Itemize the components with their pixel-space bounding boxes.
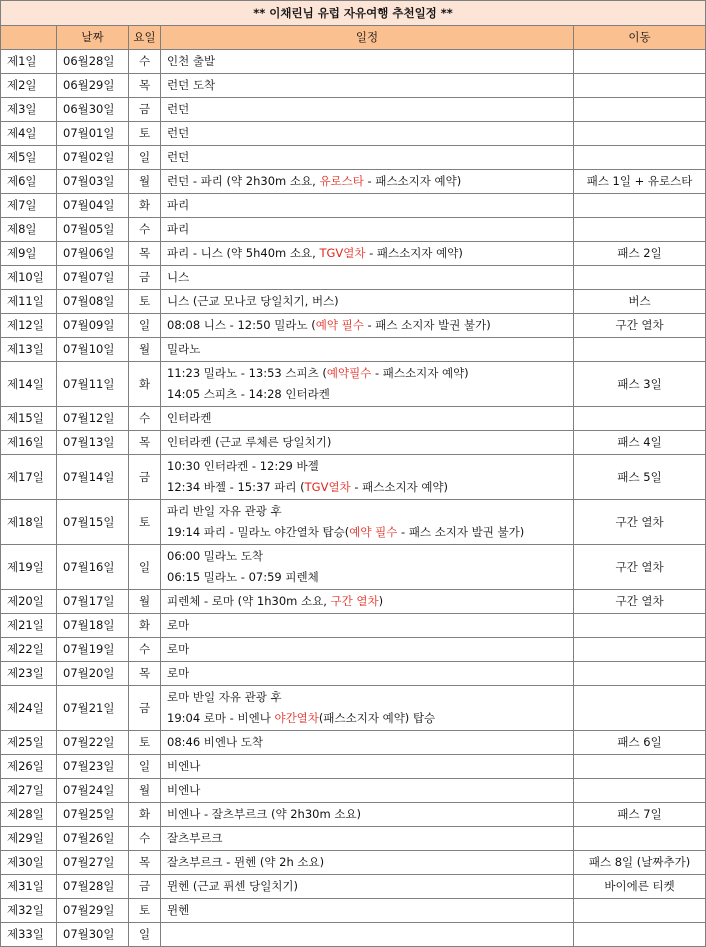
schedule-line	[167, 267, 573, 288]
table-row	[1, 455, 706, 500]
date-cell: 07월26일	[57, 827, 129, 851]
weekday-cell: 목	[129, 851, 161, 875]
weekday-cell: 일	[129, 146, 161, 170]
transport-cell	[574, 827, 706, 851]
table-row	[1, 431, 706, 455]
day-number: 제9일	[1, 242, 57, 266]
schedule-text: 08:46 비엔나 도착	[167, 735, 263, 749]
date-cell: 07월21일	[57, 686, 129, 731]
schedule-text: 뮌헨 (근교 퓌센 당일치기)	[167, 879, 299, 893]
schedule-line	[167, 501, 573, 522]
schedule-text: - 패스 소지자 발권 불가)	[397, 525, 525, 539]
weekday-cell: 토	[129, 290, 161, 314]
schedule-cell	[161, 194, 574, 218]
weekday-cell: 목	[129, 242, 161, 266]
day-number: 제24일	[1, 686, 57, 731]
highlight-text: 유로스타	[319, 174, 364, 188]
schedule-line	[167, 591, 573, 612]
schedule-line	[167, 852, 573, 873]
transport-cell	[574, 218, 706, 242]
day-number: 제31일	[1, 875, 57, 899]
transport-cell	[574, 50, 706, 74]
highlight-text: TGV열차	[304, 480, 351, 494]
schedule-line	[167, 477, 573, 498]
schedule-text: 니스	[167, 270, 190, 284]
schedule-line	[167, 75, 573, 96]
table-row	[1, 686, 706, 731]
schedule-text: 잘츠부르크 - 뮌헨 (약 2h 소요)	[167, 855, 325, 869]
table-row	[1, 545, 706, 590]
table-row	[1, 122, 706, 146]
day-number: 제21일	[1, 614, 57, 638]
schedule-text: 비엔나 - 잘츠부르크 (약 2h30m 소요)	[167, 807, 362, 821]
schedule-cell	[161, 407, 574, 431]
schedule-line	[167, 456, 573, 477]
weekday-cell: 수	[129, 218, 161, 242]
highlight-text: 구간 열차	[330, 594, 379, 608]
schedule-text: 밀라노	[167, 342, 201, 356]
date-cell: 07월16일	[57, 545, 129, 590]
highlight-text: 예약 필수	[315, 318, 364, 332]
schedule-text: 뮌헨	[167, 903, 190, 917]
schedule-text: 로마	[167, 618, 190, 632]
schedule-line	[167, 99, 573, 120]
table-row	[1, 290, 706, 314]
schedule-line	[167, 546, 573, 567]
date-cell: 07월17일	[57, 590, 129, 614]
table-row	[1, 146, 706, 170]
date-cell: 07월30일	[57, 923, 129, 947]
schedule-cell	[161, 803, 574, 827]
schedule-line	[167, 384, 573, 405]
schedule-line	[167, 51, 573, 72]
schedule-cell	[161, 170, 574, 194]
date-cell: 07월24일	[57, 779, 129, 803]
schedule-text: 11:23 밀라노 - 13:53 스피츠 (	[167, 366, 327, 380]
date-cell: 07월27일	[57, 851, 129, 875]
weekday-cell: 금	[129, 875, 161, 899]
schedule-text: 피렌체 - 로마 (약 1h30m 소요,	[167, 594, 331, 608]
header-date: 날짜	[57, 26, 129, 50]
schedule-text: 인터라켄 (근교 루체른 당일치기)	[167, 435, 332, 449]
table-row	[1, 500, 706, 545]
day-number: 제27일	[1, 779, 57, 803]
schedule-line	[167, 732, 573, 753]
date-cell: 06월30일	[57, 98, 129, 122]
date-cell: 06월28일	[57, 50, 129, 74]
schedule-line	[167, 243, 573, 264]
table-row	[1, 638, 706, 662]
date-cell: 07월12일	[57, 407, 129, 431]
day-number: 제18일	[1, 500, 57, 545]
transport-cell: 구간 열차	[574, 545, 706, 590]
schedule-text: 로마	[167, 642, 190, 656]
schedule-line	[167, 708, 573, 729]
schedule-line	[167, 804, 573, 825]
day-number: 제3일	[1, 98, 57, 122]
schedule-line	[167, 291, 573, 312]
table-row	[1, 731, 706, 755]
schedule-cell	[161, 638, 574, 662]
schedule-text: 12:34 바젤 - 15:37 파리 (	[167, 480, 305, 494]
transport-cell: 패스 5일	[574, 455, 706, 500]
weekday-cell: 수	[129, 827, 161, 851]
date-cell: 07월23일	[57, 755, 129, 779]
table-row	[1, 662, 706, 686]
day-number: 제2일	[1, 74, 57, 98]
weekday-cell: 일	[129, 923, 161, 947]
weekday-cell: 목	[129, 662, 161, 686]
day-number: 제30일	[1, 851, 57, 875]
schedule-cell	[161, 314, 574, 338]
schedule-cell	[161, 545, 574, 590]
schedule-text: (패스소지자 예약) 탑승	[318, 711, 436, 725]
day-number: 제26일	[1, 755, 57, 779]
transport-cell: 패스 1일 + 유로스타	[574, 170, 706, 194]
weekday-cell: 월	[129, 779, 161, 803]
schedule-text: 잘츠부르크	[167, 831, 223, 845]
weekday-cell: 수	[129, 50, 161, 74]
weekday-cell: 화	[129, 194, 161, 218]
day-number: 제8일	[1, 218, 57, 242]
schedule-cell	[161, 98, 574, 122]
title-row	[1, 1, 706, 26]
schedule-line	[167, 756, 573, 777]
table-row	[1, 407, 706, 431]
transport-cell: 패스 2일	[574, 242, 706, 266]
transport-cell	[574, 899, 706, 923]
weekday-cell: 금	[129, 455, 161, 500]
schedule-line	[167, 687, 573, 708]
weekday-cell: 일	[129, 755, 161, 779]
schedule-text: - 패스소지자 예약)	[371, 366, 469, 380]
table-row	[1, 314, 706, 338]
day-number: 제4일	[1, 122, 57, 146]
schedule-line	[167, 363, 573, 384]
table-row	[1, 779, 706, 803]
transport-cell	[574, 98, 706, 122]
highlight-text: 야간열차	[274, 711, 319, 725]
transport-cell	[574, 755, 706, 779]
day-number: 제13일	[1, 338, 57, 362]
schedule-text: 니스 (근교 모나코 당일치기, 버스)	[167, 294, 339, 308]
schedule-cell	[161, 662, 574, 686]
header-schedule: 일정	[161, 26, 574, 50]
highlight-text: TGV열차	[319, 246, 366, 260]
schedule-line	[167, 615, 573, 636]
schedule-cell	[161, 266, 574, 290]
schedule-line	[167, 123, 573, 144]
day-number: 제22일	[1, 638, 57, 662]
transport-cell: 바이에른 티켓	[574, 875, 706, 899]
date-cell: 07월06일	[57, 242, 129, 266]
schedule-line	[167, 876, 573, 897]
day-number: 제10일	[1, 266, 57, 290]
schedule-text: 파리 반일 자유 관광 후	[167, 504, 282, 518]
schedule-cell	[161, 431, 574, 455]
table-row	[1, 827, 706, 851]
header-num	[1, 26, 57, 50]
schedule-text: 06:00 밀라노 도착	[167, 549, 263, 563]
schedule-text: 런던 - 파리 (약 2h30m 소요,	[167, 174, 320, 188]
weekday-cell: 토	[129, 731, 161, 755]
weekday-cell: 토	[129, 122, 161, 146]
day-number: 제14일	[1, 362, 57, 407]
schedule-cell	[161, 338, 574, 362]
weekday-cell: 화	[129, 614, 161, 638]
day-number: 제19일	[1, 545, 57, 590]
schedule-cell	[161, 455, 574, 500]
date-cell: 07월11일	[57, 362, 129, 407]
transport-cell	[574, 122, 706, 146]
schedule-cell	[161, 899, 574, 923]
weekday-cell: 목	[129, 74, 161, 98]
schedule-cell	[161, 146, 574, 170]
schedule-cell	[161, 218, 574, 242]
date-cell: 07월29일	[57, 899, 129, 923]
weekday-cell: 화	[129, 803, 161, 827]
highlight-text: 예약필수	[326, 366, 372, 380]
date-cell: 07월03일	[57, 170, 129, 194]
day-number: 제15일	[1, 407, 57, 431]
transport-cell	[574, 686, 706, 731]
schedule-text: 08:08 니스 - 12:50 밀라노 (	[167, 318, 316, 332]
transport-cell: 패스 3일	[574, 362, 706, 407]
table-row	[1, 590, 706, 614]
transport-cell: 패스 7일	[574, 803, 706, 827]
schedule-text: 비엔나	[167, 759, 201, 773]
table-row	[1, 875, 706, 899]
transport-cell: 구간 열차	[574, 314, 706, 338]
weekday-cell: 토	[129, 899, 161, 923]
date-cell: 07월07일	[57, 266, 129, 290]
weekday-cell: 일	[129, 545, 161, 590]
day-number: 제28일	[1, 803, 57, 827]
date-cell: 07월08일	[57, 290, 129, 314]
schedule-line	[167, 171, 573, 192]
table-row	[1, 362, 706, 407]
schedule-text: 파리	[167, 198, 190, 212]
schedule-text: 19:14 파리 - 밀라노 야간열차 탑승(	[167, 525, 350, 539]
transport-cell	[574, 146, 706, 170]
date-cell: 07월18일	[57, 614, 129, 638]
schedule-line	[167, 408, 573, 429]
day-number: 제12일	[1, 314, 57, 338]
transport-cell	[574, 194, 706, 218]
transport-cell	[574, 779, 706, 803]
day-number: 제32일	[1, 899, 57, 923]
schedule-text: - 패스소지자 예약)	[365, 246, 463, 260]
weekday-cell: 수	[129, 638, 161, 662]
day-number: 제23일	[1, 662, 57, 686]
schedule-line	[167, 522, 573, 543]
day-number: 제16일	[1, 431, 57, 455]
schedule-text: 14:05 스피츠 - 14:28 인터라켄	[167, 387, 330, 401]
schedule-cell	[161, 731, 574, 755]
transport-cell	[574, 662, 706, 686]
day-number: 제6일	[1, 170, 57, 194]
weekday-cell: 수	[129, 407, 161, 431]
weekday-cell: 토	[129, 500, 161, 545]
schedule-text: 파리 - 니스 (약 5h40m 소요,	[167, 246, 320, 260]
schedule-cell	[161, 875, 574, 899]
table-row	[1, 899, 706, 923]
date-cell: 07월09일	[57, 314, 129, 338]
schedule-line	[167, 339, 573, 360]
day-number: 제7일	[1, 194, 57, 218]
schedule-text: - 패스소지자 예약)	[350, 480, 449, 494]
weekday-cell: 금	[129, 266, 161, 290]
date-cell: 07월04일	[57, 194, 129, 218]
transport-cell	[574, 638, 706, 662]
schedule-line	[167, 147, 573, 168]
day-number: 제29일	[1, 827, 57, 851]
schedule-line	[167, 639, 573, 660]
weekday-cell: 월	[129, 170, 161, 194]
schedule-text: - 패스소지자 예약)	[363, 174, 462, 188]
schedule-cell	[161, 362, 574, 407]
table-row	[1, 98, 706, 122]
transport-cell: 구간 열차	[574, 590, 706, 614]
schedule-line	[167, 900, 573, 921]
weekday-cell: 일	[129, 314, 161, 338]
day-number: 제33일	[1, 923, 57, 947]
transport-cell: 패스 6일	[574, 731, 706, 755]
table-row	[1, 803, 706, 827]
transport-cell: 패스 4일	[574, 431, 706, 455]
date-cell: 07월15일	[57, 500, 129, 545]
schedule-cell	[161, 500, 574, 545]
weekday-cell: 금	[129, 686, 161, 731]
schedule-text: 런던	[167, 126, 190, 140]
schedule-cell	[161, 851, 574, 875]
date-cell: 07월13일	[57, 431, 129, 455]
weekday-cell: 목	[129, 431, 161, 455]
schedule-text: 런던	[167, 102, 190, 116]
schedule-text: 파리	[167, 222, 190, 236]
schedule-cell	[161, 827, 574, 851]
schedule-cell	[161, 122, 574, 146]
date-cell: 07월25일	[57, 803, 129, 827]
table-row	[1, 338, 706, 362]
date-cell: 07월14일	[57, 455, 129, 500]
table-row	[1, 194, 706, 218]
schedule-cell	[161, 614, 574, 638]
weekday-cell: 월	[129, 590, 161, 614]
weekday-cell: 금	[129, 98, 161, 122]
transport-cell	[574, 74, 706, 98]
schedule-line	[167, 663, 573, 684]
schedule-text: 로마 반일 자유 관광 후	[167, 690, 282, 704]
transport-cell	[574, 338, 706, 362]
schedule-cell	[161, 290, 574, 314]
schedule-text: - 패스 소지자 발권 불가)	[363, 318, 491, 332]
itinerary-title: ** 이채린님 유럽 자유여행 추천일정 **	[1, 1, 706, 26]
header-row	[1, 26, 706, 50]
schedule-line	[167, 195, 573, 216]
schedule-line	[167, 828, 573, 849]
schedule-line	[167, 315, 573, 336]
date-cell: 07월05일	[57, 218, 129, 242]
schedule-cell	[161, 590, 574, 614]
weekday-cell: 화	[129, 362, 161, 407]
transport-cell	[574, 614, 706, 638]
schedule-cell	[161, 755, 574, 779]
header-transport: 이동	[574, 26, 706, 50]
date-cell: 07월28일	[57, 875, 129, 899]
table-row	[1, 614, 706, 638]
transport-cell	[574, 407, 706, 431]
date-cell: 07월19일	[57, 638, 129, 662]
schedule-cell	[161, 242, 574, 266]
table-row	[1, 170, 706, 194]
header-weekday: 요일	[129, 26, 161, 50]
date-cell: 06월29일	[57, 74, 129, 98]
date-cell: 07월02일	[57, 146, 129, 170]
schedule-text: 인천 출발	[167, 54, 216, 68]
schedule-cell	[161, 50, 574, 74]
schedule-line	[167, 432, 573, 453]
highlight-text: 예약 필수	[349, 525, 398, 539]
table-row	[1, 755, 706, 779]
day-number: 제17일	[1, 455, 57, 500]
schedule-cell	[161, 74, 574, 98]
day-number: 제25일	[1, 731, 57, 755]
schedule-text: 19:04 로마 - 비엔나	[167, 711, 275, 725]
schedule-text: 런던	[167, 150, 190, 164]
schedule-cell	[161, 686, 574, 731]
table-row	[1, 266, 706, 290]
day-number: 제5일	[1, 146, 57, 170]
transport-cell: 버스	[574, 290, 706, 314]
date-cell: 07월22일	[57, 731, 129, 755]
table-row	[1, 218, 706, 242]
schedule-cell	[161, 779, 574, 803]
schedule-line	[167, 780, 573, 801]
table-row	[1, 74, 706, 98]
day-number: 제20일	[1, 590, 57, 614]
day-number: 제11일	[1, 290, 57, 314]
transport-cell: 구간 열차	[574, 500, 706, 545]
schedule-text: 런던 도착	[167, 78, 216, 92]
schedule-text: 비엔나	[167, 783, 201, 797]
schedule-text: 로마	[167, 666, 190, 680]
transport-cell: 패스 8일 (날짜추가)	[574, 851, 706, 875]
day-number: 제1일	[1, 50, 57, 74]
date-cell: 07월01일	[57, 122, 129, 146]
transport-cell	[574, 266, 706, 290]
weekday-cell: 월	[129, 338, 161, 362]
schedule-text: 인터라켄	[167, 411, 212, 425]
schedule-text: )	[378, 594, 384, 608]
table-row	[1, 851, 706, 875]
schedule-line	[167, 219, 573, 240]
schedule-text: 10:30 인터라켄 - 12:29 바젤	[167, 459, 319, 473]
table-row	[1, 242, 706, 266]
schedule-text: 06:15 밀라노 - 07:59 피렌체	[167, 570, 319, 584]
schedule-line	[167, 567, 573, 588]
date-cell: 07월10일	[57, 338, 129, 362]
date-cell: 07월20일	[57, 662, 129, 686]
table-row	[1, 50, 706, 74]
